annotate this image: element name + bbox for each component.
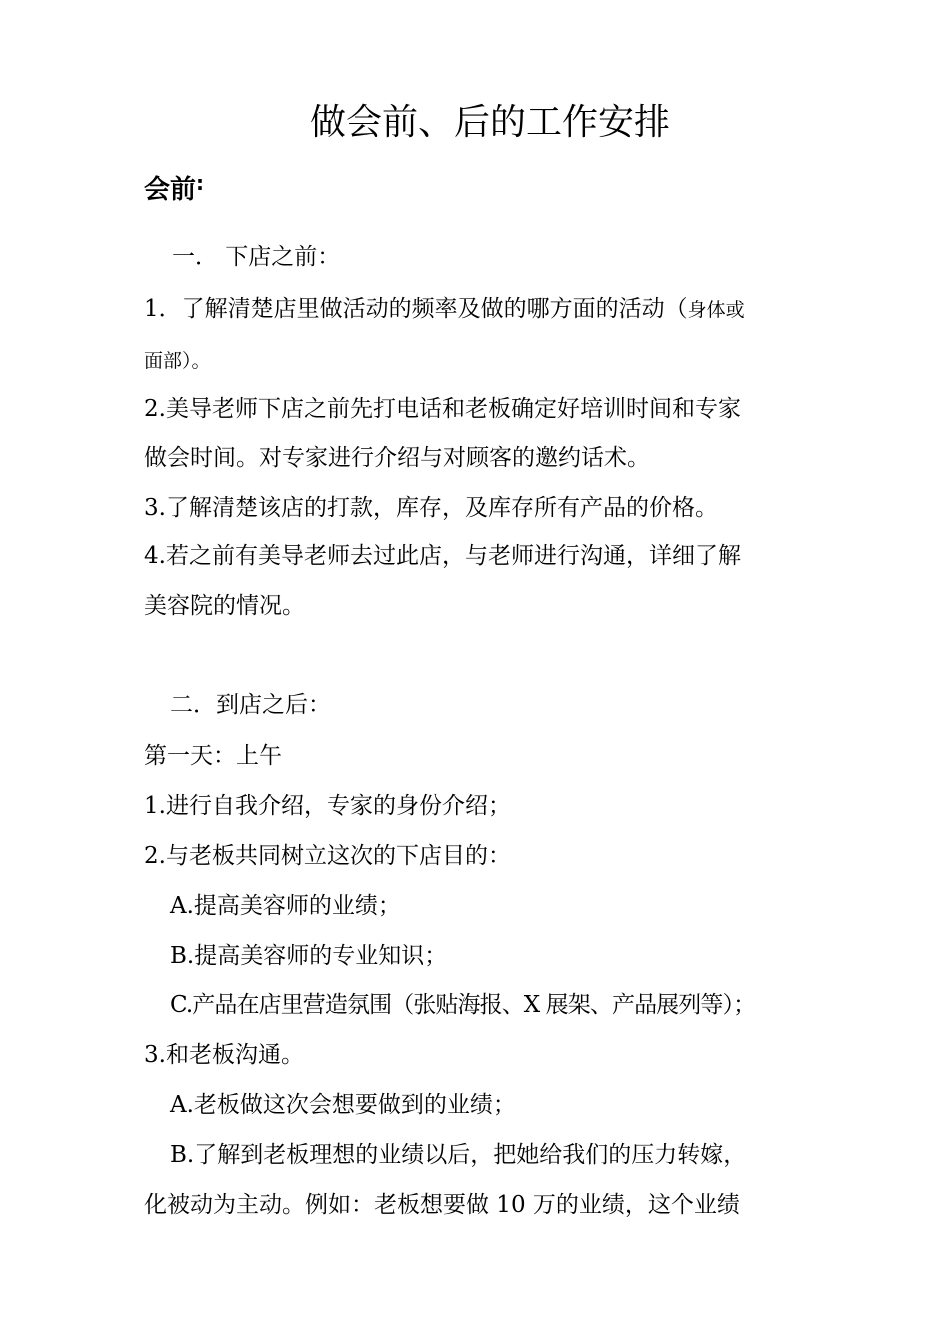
paragraph-4-line-2: 美容院的情况。 [144,593,305,619]
paragraph-1-line-2: 面部）。 [144,350,211,372]
step-2-item-c: C.产品在店里营造氛围（张贴海报、X 展架、产品展列等）； [170,992,756,1018]
part1-heading: 一． 下店之前： [172,244,341,270]
paragraph-2-line-2: 做会时间。对专家进行介绍与对顾客的邀约话术。 [144,445,650,471]
section-heading-text: 会前 [144,175,197,205]
step-3-item-b-line-1: B.了解到老板理想的业绩以后，把她给我们的压力转嫁， [170,1142,747,1168]
paragraph-2-line-1: 2.美导老师下店之前先打电话和老板确定好培训时间和专家 [144,396,741,422]
paragraph-4-line-1: 4.若之前有美导老师去过此店，与老师进行沟通，详细了解 [144,543,741,569]
step-1: 1.进行自我介绍，专家的身份介绍； [144,793,511,819]
part2-heading: 二．到店之后： [170,692,331,718]
paragraph-1-line-1 [144,294,745,325]
paragraph-3: 3.了解清楚该店的打款，库存，及库存所有产品的价格。 [144,495,718,521]
paragraph-1-small-text: 身体或 [687,299,745,321]
page-title: 做会前、后的工作安排 [309,102,670,143]
step-3-item-b-line-2: 化被动为主动。例如：老板想要做 10 万的业绩，这个业绩 [144,1192,740,1218]
day1-heading: 第一天：上午 [144,743,282,769]
step-3-item-a: A.老板做这次会想要做到的业绩； [170,1092,516,1118]
step-2: 2.与老板共同树立这次的下店目的： [144,843,511,869]
step-2-item-b: B.提高美容师的专业知识； [170,943,448,969]
step-2-item-a: A.提高美容师的业绩； [170,893,401,919]
section-heading-before-meeting [144,172,204,209]
section-heading-colon: : [196,171,205,195]
paragraph-1-text: 1．了解清楚店里做活动的频率及做的哪方面的活动（ [144,296,688,322]
step-3: 3.和老板沟通。 [144,1042,304,1068]
